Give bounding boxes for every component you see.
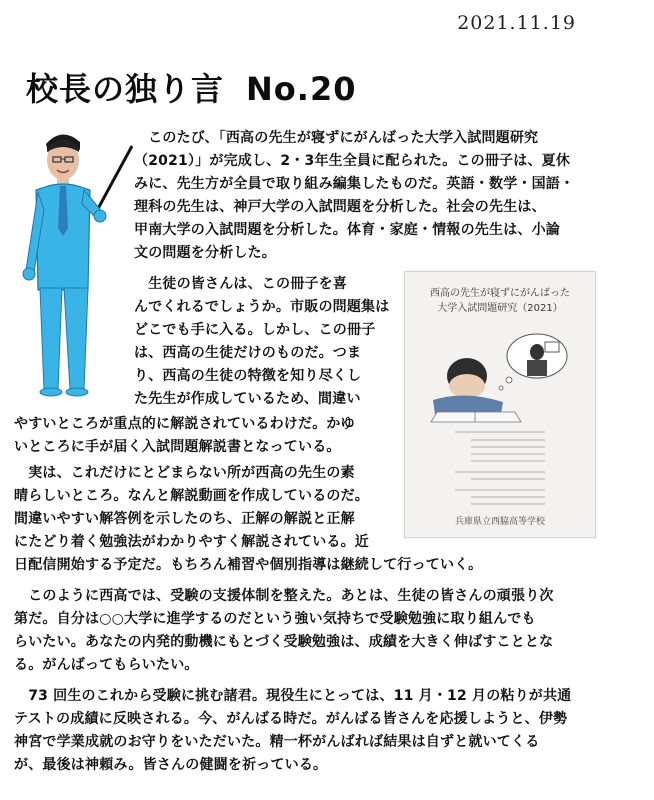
booklet-school-name: 兵庫県立西脇高等学校 <box>454 517 545 527</box>
text-line: 日配信開始する予定だ。もちろん補習や個別指導は継続して行っていく。 <box>14 557 483 573</box>
text-line: 理科の先生は、神戸大学の入試問題を分析した。社会の先生は、 <box>134 199 546 215</box>
principal-illustration <box>18 120 138 400</box>
text-line: 生徒の皆さんは、この冊子を喜 <box>134 276 347 292</box>
text-line: このたび、「西高の先生が寝ずにがんばった大学入試問題研究 <box>134 130 539 146</box>
text-line: が、最後は神頼み。皆さんの健闘を祈っている。 <box>14 757 328 773</box>
title-text: 校長の独り言 <box>26 70 225 108</box>
text-line: 神宮で学業成就のお守りをいただいた。精一杯がんばれば結果は自ずと就いてくる <box>14 734 540 750</box>
text-line: やすいところが重点的に解説されているわけだ。かゆ <box>14 416 355 432</box>
text-line: テストの成績に反映される。今、がんばる時だ。がんばる皆さんを応援しようと、伊勢 <box>14 711 568 727</box>
issue-number: No.20 <box>246 70 357 108</box>
text-line: んでくれるでしょうか。市販の問題集は <box>134 299 390 315</box>
text-line: 実は、これだけにとどまらない所が西高の先生の素 <box>14 465 355 481</box>
text-line: 晴らしいところ。なんと解説動画を作成しているのだ。 <box>14 488 369 504</box>
text-line: た先生が作成しているため、間違い <box>134 391 361 407</box>
text-line: 文の問題を分析した。 <box>134 245 276 261</box>
text-line: 間違いやすい解答例を示したのち、正解の解説と正解 <box>14 511 355 527</box>
text-line: みに、先生方が全員で取り組み編集したものだ。英語・数学・国語・ <box>134 176 575 192</box>
text-line: る。がんばってもらいたい。 <box>14 657 199 673</box>
text-line: り、西高の生徒の特徴を知り尽くし <box>134 368 362 384</box>
text-line: は、西高の生徒だけのものだ。つま <box>134 345 362 361</box>
booklet-title-line1: 西高の先生が寝ずにがんばった <box>430 288 570 299</box>
text-line: にたどり着く勉強法がわかりやすく解説されている。近 <box>14 534 369 550</box>
text-line: このように西高では、受験の支援体制を整えた。あとは、生徒の皆さんの頑張り次 <box>14 588 554 604</box>
booklet-title <box>405 286 595 316</box>
text-line: （2021）」が完成し、2・3年生全員に配られた。この冊子は、夏休 <box>134 153 571 169</box>
text-line: どこでも手に入る。しかし、この冊子 <box>134 322 376 338</box>
booklet-cover-image <box>404 271 596 538</box>
booklet-title-line2: 大学入試問題研究（2021） <box>437 303 563 314</box>
page-title <box>26 64 356 110</box>
text-line: いところに手が届く入試問題解説書となっている。 <box>14 439 341 455</box>
text-line: らいたい。あなたの内発的動機にもとづく受験勉強は、成績を大きく伸ばすこととな <box>14 634 554 650</box>
text-line: 第だ。自分は○○大学に進学するのだという強い気持ちで受験勉強に取り組んでも <box>14 611 536 627</box>
text-line: 甲南大学の入試問題を分析した。体育・家庭・情報の先生は、小論 <box>134 222 560 238</box>
pointer-stick <box>94 146 132 216</box>
text-line: 73 回生のこれから受験に挑む諸君。現役生にとっては、11 月・12 月の粘りが共通 <box>14 688 572 704</box>
date: 2021.11.19 <box>457 12 576 34</box>
